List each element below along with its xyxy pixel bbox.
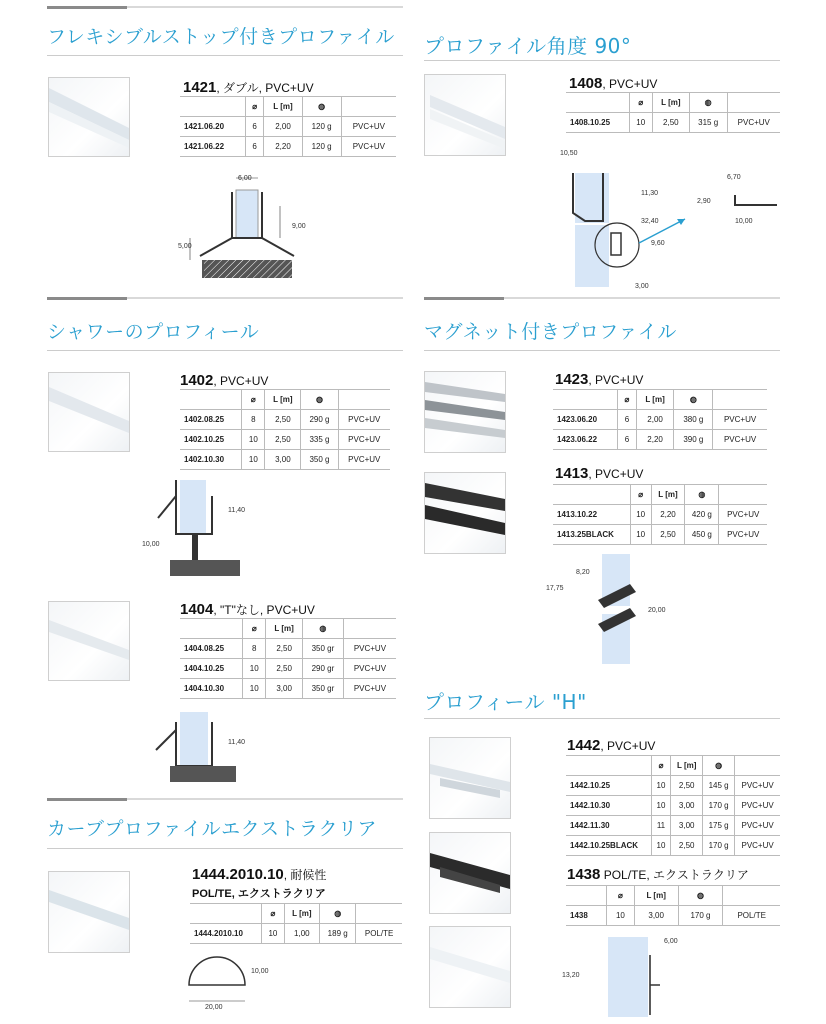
dimension-label: 5,00 xyxy=(178,243,192,250)
table-row xyxy=(553,430,767,450)
product-code: 1402.10.30 xyxy=(180,450,242,470)
drawing-1421 xyxy=(170,170,330,280)
section-title-flexible-stop: フレキシブルストップ付きプロファイル xyxy=(47,26,395,48)
section-title-h-profile: プロフィール "H" xyxy=(424,690,587,714)
diameter-cell: 10 xyxy=(629,113,652,133)
column-header-blank xyxy=(180,619,243,639)
spec-table-1408 xyxy=(566,92,780,133)
column-header-blank xyxy=(727,93,780,113)
column-header-blank xyxy=(719,485,767,505)
diameter-cell: 10 xyxy=(262,924,284,944)
material-cell: POL/TE xyxy=(723,906,780,926)
product-photo-1421 xyxy=(48,77,130,157)
product-code: 1444.2010.10 xyxy=(190,924,262,944)
column-header-diameter: ⌀ xyxy=(630,485,651,505)
weight-cell: 380 g xyxy=(674,410,713,430)
column-header-blank xyxy=(735,756,780,776)
product-title-1404: 1404, "T"なし, PVC+UV xyxy=(180,601,315,618)
material-cell: PVC+UV xyxy=(713,430,767,450)
dimension-label: 10,00 xyxy=(735,218,753,225)
diameter-cell: 10 xyxy=(651,776,671,796)
section-title-magnetic: マグネット付きプロファイル xyxy=(424,321,677,343)
diameter-cell: 10 xyxy=(630,505,651,525)
dimension-label: 11,40 xyxy=(228,739,245,746)
product-title-1402: 1402, PVC+UV xyxy=(180,372,269,389)
length-cell: 2,20 xyxy=(636,430,674,450)
weight-cell: 390 g xyxy=(674,430,713,450)
column-header-diameter: ⌀ xyxy=(651,756,671,776)
column-header-length: L [m] xyxy=(671,756,703,776)
product-subtitle-1444: POL/TE, エクストラクリア xyxy=(192,888,326,900)
column-header-weight: ◍ xyxy=(685,485,719,505)
product-code: 1408.10.25 xyxy=(566,113,629,133)
length-cell: 2,50 xyxy=(671,836,703,856)
spec-table-header xyxy=(553,390,767,410)
product-code: 1413.10.22 xyxy=(553,505,630,525)
dimension-label: 6,00 xyxy=(664,938,678,945)
weight-cell: 335 g xyxy=(301,430,338,450)
column-header-diameter: ⌀ xyxy=(607,886,635,906)
weight-cell: 170 g xyxy=(702,836,734,856)
table-row xyxy=(180,639,396,659)
dimension-label: 9,00 xyxy=(292,223,306,230)
product-code: 1421.06.20 xyxy=(180,117,245,137)
table-row xyxy=(180,410,390,430)
weight-cell: 170 g xyxy=(702,796,734,816)
dimension-label: 10,00 xyxy=(142,541,160,548)
weight-cell: 350 gr xyxy=(302,639,343,659)
material-cell: PVC+UV xyxy=(735,816,780,836)
product-photo-1442 xyxy=(429,737,511,819)
column-header-blank xyxy=(553,390,618,410)
column-header-blank xyxy=(343,619,396,639)
column-header-length: L [m] xyxy=(284,904,319,924)
length-cell: 2,00 xyxy=(264,117,302,137)
product-title-1438: 1438 POL/TE, エクストラクリア xyxy=(567,866,749,883)
column-header-length: L [m] xyxy=(266,619,303,639)
diameter-cell: 10 xyxy=(651,836,671,856)
product-code: 1402.08.25 xyxy=(180,410,242,430)
table-row xyxy=(190,924,402,944)
column-header-weight: ◍ xyxy=(689,93,727,113)
table-row xyxy=(566,796,780,816)
dimension-label: 9,60 xyxy=(651,240,665,247)
diameter-cell: 10 xyxy=(607,906,635,926)
material-cell: PVC+UV xyxy=(727,113,780,133)
table-row xyxy=(180,137,396,157)
length-cell: 2,50 xyxy=(671,776,703,796)
column-header-diameter: ⌀ xyxy=(245,97,264,117)
product-photo-1444 xyxy=(48,871,130,953)
length-cell: 2,50 xyxy=(652,113,689,133)
diameter-cell: 8 xyxy=(243,639,266,659)
product-code: 1442.10.25BLACK xyxy=(566,836,651,856)
spec-table-header xyxy=(566,756,780,776)
product-code: 1404.10.30 xyxy=(180,679,243,699)
length-cell: 1,00 xyxy=(284,924,319,944)
column-header-blank xyxy=(356,904,402,924)
weight-cell: 175 g xyxy=(702,816,734,836)
diameter-cell: 10 xyxy=(242,450,265,470)
spec-table-header xyxy=(180,97,396,117)
table-row xyxy=(180,430,390,450)
length-cell: 2,20 xyxy=(264,137,302,157)
dimension-label: 13,20 xyxy=(562,972,580,979)
title-underline xyxy=(47,350,403,351)
table-row xyxy=(180,117,396,137)
table-row xyxy=(553,505,767,525)
product-code: 1402.10.25 xyxy=(180,430,242,450)
column-header-blank xyxy=(180,390,242,410)
dimension-label: 11,40 xyxy=(228,507,245,514)
spec-table-1402 xyxy=(180,389,390,470)
length-cell: 2,20 xyxy=(651,505,684,525)
drawing-1444 xyxy=(185,945,275,1015)
spec-table-header xyxy=(180,390,390,410)
column-header-blank xyxy=(566,886,607,906)
product-photo-1423 xyxy=(424,371,506,453)
product-code: 1413.25BLACK xyxy=(553,525,630,545)
product-code: 1421.06.22 xyxy=(180,137,245,157)
divider xyxy=(424,297,780,299)
length-cell: 2,50 xyxy=(265,430,301,450)
product-code: 1442.10.25 xyxy=(566,776,651,796)
table-row xyxy=(553,410,767,430)
dimension-label: 6,00 xyxy=(238,175,252,182)
drawing-1402 xyxy=(140,478,270,578)
column-header-weight: ◍ xyxy=(320,904,356,924)
material-cell: PVC+UV xyxy=(341,117,396,137)
diameter-cell: 6 xyxy=(245,137,264,157)
column-header-diameter: ⌀ xyxy=(243,619,266,639)
column-header-length: L [m] xyxy=(634,886,678,906)
column-header-blank xyxy=(180,97,245,117)
table-row xyxy=(553,525,767,545)
column-header-weight: ◍ xyxy=(678,886,723,906)
material-cell: PVC+UV xyxy=(713,410,767,430)
section-title-angle-90: プロファイル角度 90° xyxy=(424,34,632,58)
diameter-cell: 10 xyxy=(243,659,266,679)
product-title-1423: 1423, PVC+UV xyxy=(555,371,644,388)
material-cell: PVC+UV xyxy=(735,836,780,856)
diameter-cell: 10 xyxy=(651,796,671,816)
material-cell: PVC+UV xyxy=(338,450,390,470)
table-row xyxy=(566,906,780,926)
spec-table-header xyxy=(566,886,780,906)
material-cell: PVC+UV xyxy=(343,659,396,679)
material-cell: PVC+UV xyxy=(735,796,780,816)
material-cell: PVC+UV xyxy=(735,776,780,796)
drawing-1438 xyxy=(560,935,690,1020)
section-title-shower: シャワーのプロフィール xyxy=(47,321,260,343)
product-photo-1404 xyxy=(48,601,130,681)
length-cell: 3,00 xyxy=(265,450,301,470)
dimension-label: 10,50 xyxy=(560,150,578,157)
column-header-blank xyxy=(723,886,780,906)
length-cell: 3,00 xyxy=(266,679,303,699)
dimension-label: 10,00 xyxy=(251,968,269,975)
product-code: 1423.06.22 xyxy=(553,430,618,450)
weight-cell: 315 g xyxy=(689,113,727,133)
table-row xyxy=(566,776,780,796)
product-code: 1442.10.30 xyxy=(566,796,651,816)
divider xyxy=(47,6,403,8)
column-header-blank xyxy=(566,93,629,113)
product-title-1413: 1413, PVC+UV xyxy=(555,465,644,482)
product-title-1444: 1444.2010.10, 耐候性 xyxy=(192,866,327,883)
material-cell: PVC+UV xyxy=(343,639,396,659)
column-header-length: L [m] xyxy=(651,485,684,505)
table-row xyxy=(180,679,396,699)
column-header-diameter: ⌀ xyxy=(618,390,636,410)
weight-cell: 350 gr xyxy=(302,679,343,699)
product-title-1442: 1442, PVC+UV xyxy=(567,737,656,754)
product-code: 1442.11.30 xyxy=(566,816,651,836)
product-code: 1404.10.25 xyxy=(180,659,243,679)
column-header-weight: ◍ xyxy=(674,390,713,410)
column-header-blank xyxy=(566,756,651,776)
weight-cell: 120 g xyxy=(302,137,341,157)
dimension-label: 11,30 xyxy=(641,190,658,197)
dimension-label: 17,75 xyxy=(546,585,564,592)
spec-table-1442 xyxy=(566,755,780,856)
length-cell: 3,00 xyxy=(634,906,678,926)
spec-table-1423 xyxy=(553,389,767,450)
product-photo-1442-black xyxy=(429,832,511,914)
diameter-cell: 10 xyxy=(242,430,265,450)
product-photo-1413 xyxy=(424,472,506,554)
title-underline xyxy=(424,718,780,719)
weight-cell: 290 g xyxy=(301,410,338,430)
dimension-label: 8,20 xyxy=(576,569,590,576)
column-header-blank xyxy=(341,97,396,117)
material-cell: PVC+UV xyxy=(343,679,396,699)
spec-table-1444 xyxy=(190,903,402,944)
diameter-cell: 8 xyxy=(242,410,265,430)
section-title-curve: カーブプロファイルエクストラクリア xyxy=(47,818,377,840)
spec-table-header xyxy=(190,904,402,924)
length-cell: 2,50 xyxy=(265,410,301,430)
material-cell: PVC+UV xyxy=(341,137,396,157)
title-underline xyxy=(424,60,780,61)
diameter-cell: 10 xyxy=(243,679,266,699)
product-title-1421: 1421, ダブル, PVC+UV xyxy=(183,79,314,96)
column-header-length: L [m] xyxy=(265,390,301,410)
product-code: 1423.06.20 xyxy=(553,410,618,430)
weight-cell: 290 gr xyxy=(302,659,343,679)
table-row xyxy=(566,816,780,836)
title-underline xyxy=(424,350,780,351)
product-code: 1438 xyxy=(566,906,607,926)
diameter-cell: 6 xyxy=(618,410,636,430)
column-header-length: L [m] xyxy=(264,97,302,117)
length-cell: 2,00 xyxy=(636,410,674,430)
material-cell: PVC+UV xyxy=(719,525,767,545)
drawing-1413 xyxy=(540,552,680,667)
column-header-blank xyxy=(553,485,630,505)
weight-cell: 350 g xyxy=(301,450,338,470)
product-title-1408: 1408, PVC+UV xyxy=(569,75,658,92)
drawing-1404 xyxy=(150,710,260,785)
weight-cell: 145 g xyxy=(702,776,734,796)
column-header-weight: ◍ xyxy=(301,390,338,410)
diameter-cell: 6 xyxy=(618,430,636,450)
dimension-label: 2,90 xyxy=(697,198,711,205)
dimension-label: 6,70 xyxy=(727,174,741,181)
title-underline xyxy=(47,55,403,56)
product-photo-1438 xyxy=(429,926,511,1008)
length-cell: 2,50 xyxy=(266,639,303,659)
weight-cell: 170 g xyxy=(678,906,723,926)
column-header-weight: ◍ xyxy=(302,97,341,117)
length-cell: 3,00 xyxy=(671,816,703,836)
dimension-label: 20,00 xyxy=(205,1004,223,1011)
column-header-blank xyxy=(190,904,262,924)
column-header-length: L [m] xyxy=(652,93,689,113)
material-cell: POL/TE xyxy=(356,924,402,944)
column-header-diameter: ⌀ xyxy=(629,93,652,113)
length-cell: 2,50 xyxy=(266,659,303,679)
spec-table-1438 xyxy=(566,885,780,926)
product-code: 1404.08.25 xyxy=(180,639,243,659)
column-header-weight: ◍ xyxy=(702,756,734,776)
weight-cell: 450 g xyxy=(685,525,719,545)
spec-table-header xyxy=(180,619,396,639)
spec-table-header xyxy=(553,485,767,505)
diameter-cell: 6 xyxy=(245,117,264,137)
column-header-blank xyxy=(338,390,390,410)
length-cell: 2,50 xyxy=(651,525,684,545)
table-row xyxy=(566,836,780,856)
table-row xyxy=(566,113,780,133)
dimension-label: 20,00 xyxy=(648,607,666,614)
diameter-cell: 11 xyxy=(651,816,671,836)
column-header-diameter: ⌀ xyxy=(242,390,265,410)
column-header-diameter: ⌀ xyxy=(262,904,284,924)
column-header-weight: ◍ xyxy=(302,619,343,639)
material-cell: PVC+UV xyxy=(719,505,767,525)
table-row xyxy=(180,450,390,470)
title-underline xyxy=(47,848,403,849)
divider xyxy=(47,798,403,800)
column-header-length: L [m] xyxy=(636,390,674,410)
material-cell: PVC+UV xyxy=(338,410,390,430)
dimension-label: 32,40 xyxy=(641,218,659,225)
weight-cell: 120 g xyxy=(302,117,341,137)
spec-table-1413 xyxy=(553,484,767,545)
product-photo-1402 xyxy=(48,372,130,452)
divider xyxy=(47,297,403,299)
dimension-label: 3,00 xyxy=(635,283,649,290)
spec-table-header xyxy=(566,93,780,113)
product-photo-1408 xyxy=(424,74,506,156)
spec-table-1421 xyxy=(180,96,396,157)
weight-cell: 420 g xyxy=(685,505,719,525)
length-cell: 3,00 xyxy=(671,796,703,816)
weight-cell: 189 g xyxy=(320,924,356,944)
material-cell: PVC+UV xyxy=(338,430,390,450)
drawing-1408 xyxy=(555,145,780,290)
diameter-cell: 10 xyxy=(630,525,651,545)
column-header-blank xyxy=(713,390,767,410)
table-row xyxy=(180,659,396,679)
spec-table-1404 xyxy=(180,618,396,699)
